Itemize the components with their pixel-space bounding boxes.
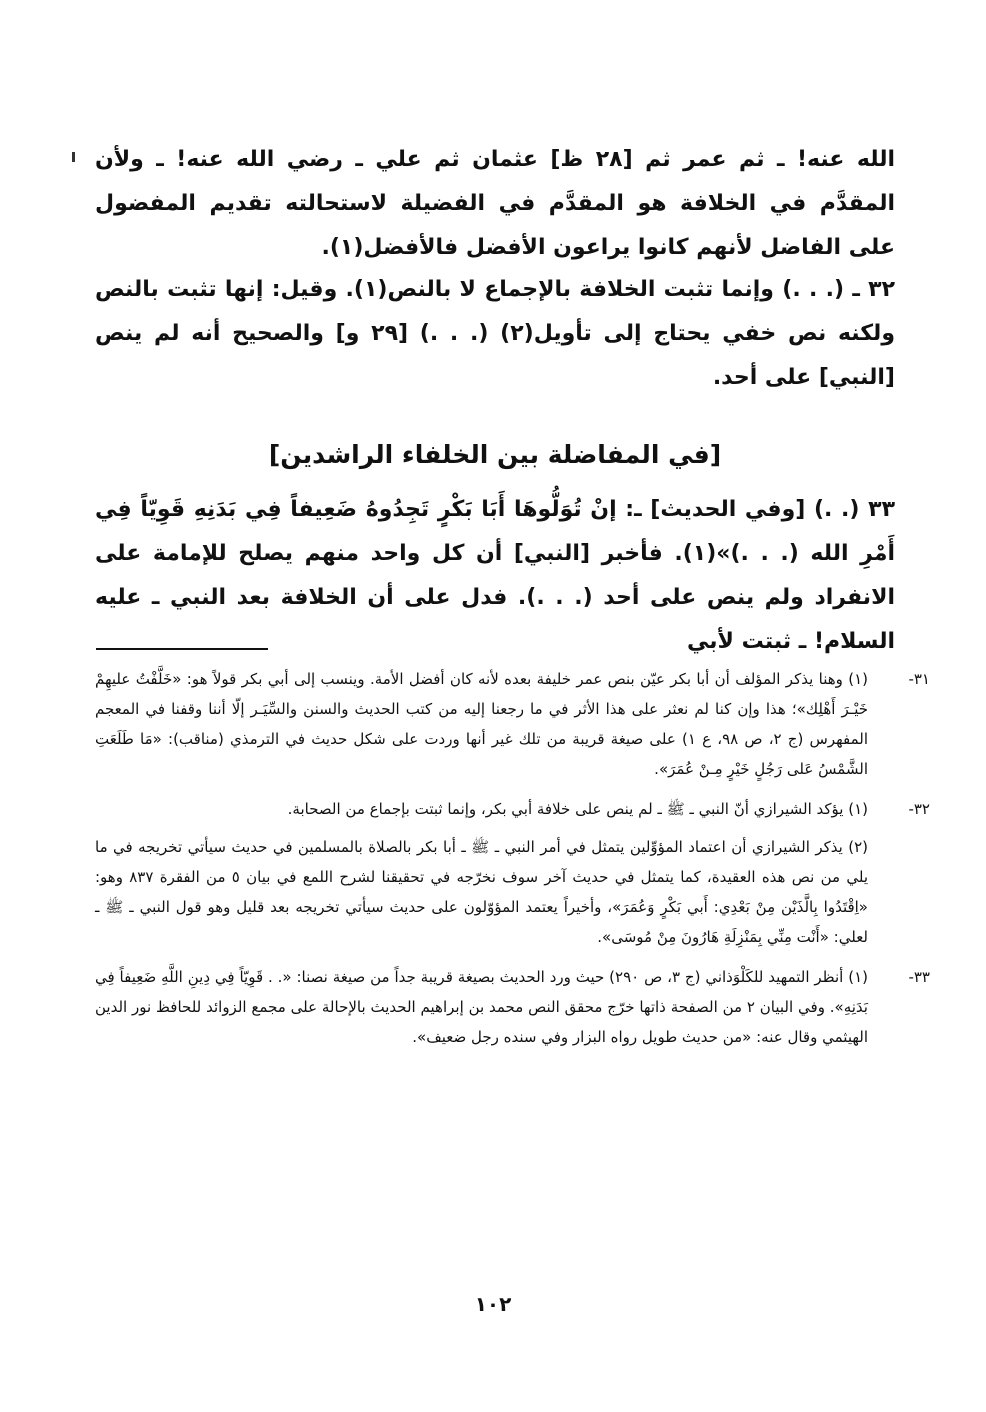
footnote-text: (١) أنظر التمهيد للكَلْوَذاني (ج ٣، ص ٢٩٠) حيث ورد الحديث بصيغة قريبة جداً من صيغة نصنا: «. . قَوِيّاً فِي دِينِ اللَّهِ ضَعِيفاً فِي بَدَنِهِ». وفي البيان ٢ من الصفحة ذاتها خرّج محقق النص محمد بن إبراهيم الحديث بالإحالة على مجمع الزوائد للحافظ نور الدين الهيثمي وقال عنه: «من حديث طويل رواه البزار وفي سنده رجل ضعيف». bbox=[95, 968, 868, 1046]
footnote-group bbox=[95, 962, 930, 1052]
page-number: ١٠٢ bbox=[474, 1292, 512, 1316]
footnote-group bbox=[95, 794, 930, 952]
section-heading: [في المفاضلة بين الخلفاء الراشدين] bbox=[268, 440, 722, 469]
footnote-paragraph-number: ٣٢- bbox=[908, 800, 930, 818]
footnote-paragraph-number: ٣١- bbox=[908, 670, 930, 688]
main-text-block-2 bbox=[95, 268, 895, 400]
footnote-paragraph-number: ٣٣- bbox=[908, 968, 930, 986]
main-text-block-1 bbox=[95, 138, 895, 270]
footnote-text: (١) يؤكد الشيرازي أنّ النبي ـ ﷺ ـ لم ينص على خلافة أبي بكر، وإنما ثبتت بإجماع من الصحابة. bbox=[287, 800, 868, 818]
footnote-group bbox=[95, 664, 930, 784]
footnotes bbox=[95, 664, 930, 1062]
footnote-text: (٢) يذكر الشيرازي أن اعتماد المؤوِّلين يتمثل في أمر النبي ـ ﷺ ـ أبا بكر بالصلاة بالمسلمين في حديث سيأتي تخريجه في ما يلي من نص هذه العقيدة، كما يتمثل في حديث آخر سوف نخرّجه في تحقيقنا لشرح اللمع في بيان ٥ من الفقرة ٨٣٧ وهو: «اِقْتَدُوا بِالَّذَيْن مِنْ بَعْدِي: أَبي بَكْرٍ وَعُمَرَ»، وأخيراً يعتمد المؤوّلون على حديث سيأتي تخريجه بعد قليل وهو قول النبي ـ ﷺ ـ لعلي: «أَنْت مِنِّي بِمَنْزِلَةِ هَارُونَ مِنْ مُوسَى». bbox=[95, 838, 868, 946]
main-paragraph: الله عنه! ـ ثم عمر ثم [٢٨ ظ] عثمان ثم علي ـ رضي الله عنه! ـ ولأن المقدَّم في الخلافة هو المقدَّم في الفضيلة لاستحالته تقديم المفضول على الفاضل لأنهم كانوا يراعون الأفضل فالأفضل(١). bbox=[95, 147, 895, 260]
main-paragraph: ٣٣ (. .) [وفي الحديث] ـ: إنْ تُوَلُّوهَا أَبَا بَكْرٍ تَجِدُوهُ ضَعِيفاً فِي بَدَنِهِ قَوِيّاً فِي أَمْرِ الله (. . .)»(١). فأخبر [النبي] أن كل واحد منهم يصلح للإمامة على الانفراد ولم ينص على أحد (. . .). فدل على أن الخلافة بعد النبي ـ عليه السلام! ـ ثبتت لأبي bbox=[95, 497, 895, 654]
main-text-block-3 bbox=[95, 488, 895, 664]
margin-mark bbox=[72, 152, 75, 162]
footnote-text: (١) وهنا يذكر المؤلف أن أبا بكر عيّن بنص عمر خليفة بعده لأنه كان أفضل الأمة. وينسب إلى أبي بكر قولاً هو: «خَلَّفْتُ عليهِمْ خَيْـرَ أَهْلِك»؛ هذا وإن كنا لم نعثر على هذا الأثر في ما رجعنا إليه من كتب الحديث والسنن والسِّيَـر إلّا أننا وقفنا في المعجم المفهرس (ج ٢، ص ٩٨، ع ١) على صيغة قريبة من تلك غير أنها وردت على شكل حديث في الترمذي (مناقب): «مَا طَلَعَتِ الشَّمْسُ عَلى رَجُلٍ خَيْرٍ مِـنْ عُمَرَ». bbox=[95, 670, 869, 778]
main-paragraph: ٣٢ ـ (. . .) وإنما تثبت الخلافة بالإجماع لا بالنص(١). وقيل: إنها تثبت بالنص ولكنه نص خفي يحتاج إلى تأويل(٢) (. . .) [٢٩ و] والصحيح أنه لم ينص [النبي] على أحد. bbox=[95, 277, 895, 390]
footnote-separator bbox=[96, 648, 268, 650]
